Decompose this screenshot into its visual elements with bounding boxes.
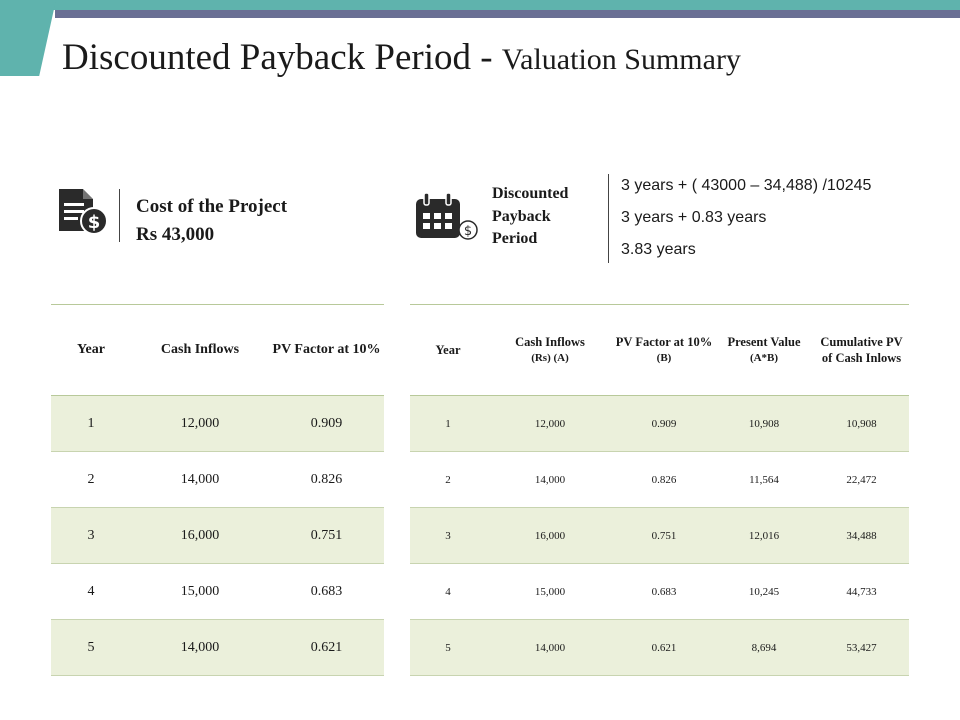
table-cell: 0.621 <box>614 620 714 676</box>
table-cell: 1 <box>410 396 486 452</box>
table-cell: 12,000 <box>131 396 269 452</box>
header-main: PV Factor at 10% <box>615 335 713 349</box>
top-secondary-bar <box>55 10 960 18</box>
table-cell: 0.621 <box>269 620 384 676</box>
header-sub: (B) <box>656 352 672 364</box>
table-row <box>51 452 384 508</box>
table-row <box>410 396 909 452</box>
table-cell: 16,000 <box>131 508 269 564</box>
table-cell: 0.751 <box>269 508 384 564</box>
table-cell: 14,000 <box>131 452 269 508</box>
header-main: Present Value <box>727 335 801 349</box>
header-main: Cumulative PV of Cash Inlows <box>820 335 903 365</box>
table-cell: 2 <box>51 452 131 508</box>
dpp-line: 3 years + ( 43000 – 34,488) /10245 <box>621 177 872 194</box>
column-header: Cash Inflows <box>131 305 269 396</box>
table-cell: 5 <box>410 620 486 676</box>
table-cell: 4 <box>410 564 486 620</box>
top-accent-bar <box>0 0 960 10</box>
column-header <box>814 305 909 396</box>
calendar-dollar-icon <box>413 192 479 247</box>
page-title <box>62 36 741 79</box>
table-cell: 4 <box>51 564 131 620</box>
table-cell: 3 <box>410 508 486 564</box>
table-cell: 10,908 <box>714 396 814 452</box>
title-sub: Valuation Summary <box>501 43 741 76</box>
title-main: Discounted Payback Period - <box>62 37 502 78</box>
table-cell: 0.909 <box>614 396 714 452</box>
cash-inflow-table <box>51 304 384 676</box>
table-cell: 5 <box>51 620 131 676</box>
table-cell: 1 <box>51 396 131 452</box>
dpp-separator <box>608 174 609 263</box>
corner-accent <box>0 0 56 76</box>
dpp-line: 3 years + 0.83 years <box>621 209 767 226</box>
table-cell: 10,245 <box>714 564 814 620</box>
header-sub: (Rs) (A) <box>531 352 569 364</box>
column-header <box>410 305 486 396</box>
table-cell: 0.909 <box>269 396 384 452</box>
column-header: Year <box>51 305 131 396</box>
table-cell: 11,564 <box>714 452 814 508</box>
discounted-pv-table <box>410 304 909 676</box>
table-cell: 2 <box>410 452 486 508</box>
table-cell: 0.826 <box>269 452 384 508</box>
table-cell: 14,000 <box>486 452 614 508</box>
table-cell: 53,427 <box>814 620 909 676</box>
table-cell: 0.826 <box>614 452 714 508</box>
header-main: Cash Inflows <box>515 335 585 349</box>
table-cell: 12,016 <box>714 508 814 564</box>
table-header-row <box>410 305 909 396</box>
cost-block <box>136 193 287 249</box>
table-cell: 12,000 <box>486 396 614 452</box>
table-cell: 22,472 <box>814 452 909 508</box>
table-cell: 14,000 <box>486 620 614 676</box>
table-cell: 44,733 <box>814 564 909 620</box>
dpp-line: 3.83 years <box>621 241 696 258</box>
column-header <box>486 305 614 396</box>
table-row <box>410 508 909 564</box>
table-cell: 0.683 <box>269 564 384 620</box>
cost-label: Cost of the Project <box>136 196 288 217</box>
table-cell: 0.683 <box>614 564 714 620</box>
table-cell: 10,908 <box>814 396 909 452</box>
table-cell: 34,488 <box>814 508 909 564</box>
header-sub: (A*B) <box>749 352 779 364</box>
column-header: PV Factor at 10% <box>269 305 384 396</box>
table-cell: 15,000 <box>486 564 614 620</box>
svg-text:$: $ <box>463 224 473 239</box>
table-cell: 3 <box>51 508 131 564</box>
table-cell: 8,694 <box>714 620 814 676</box>
table-row <box>51 620 384 676</box>
table-row <box>410 564 909 620</box>
table-row <box>51 508 384 564</box>
table-row <box>51 396 384 452</box>
cost-value: Rs 43,000 <box>136 224 215 245</box>
cost-separator <box>119 189 120 242</box>
table-row <box>410 452 909 508</box>
dpp-label: Discounted Payback Period <box>492 185 569 247</box>
dpp-calculation <box>621 174 871 270</box>
table-cell: 16,000 <box>486 508 614 564</box>
table-row <box>410 620 909 676</box>
table-cell: 0.751 <box>614 508 714 564</box>
table-row <box>51 564 384 620</box>
column-header <box>614 305 714 396</box>
document-dollar-icon <box>57 187 111 242</box>
svg-text:$: $ <box>87 212 101 233</box>
table-cell: 15,000 <box>131 564 269 620</box>
table-header-row <box>51 305 384 396</box>
header-main: Year <box>435 343 461 357</box>
column-header <box>714 305 814 396</box>
table-cell: 14,000 <box>131 620 269 676</box>
